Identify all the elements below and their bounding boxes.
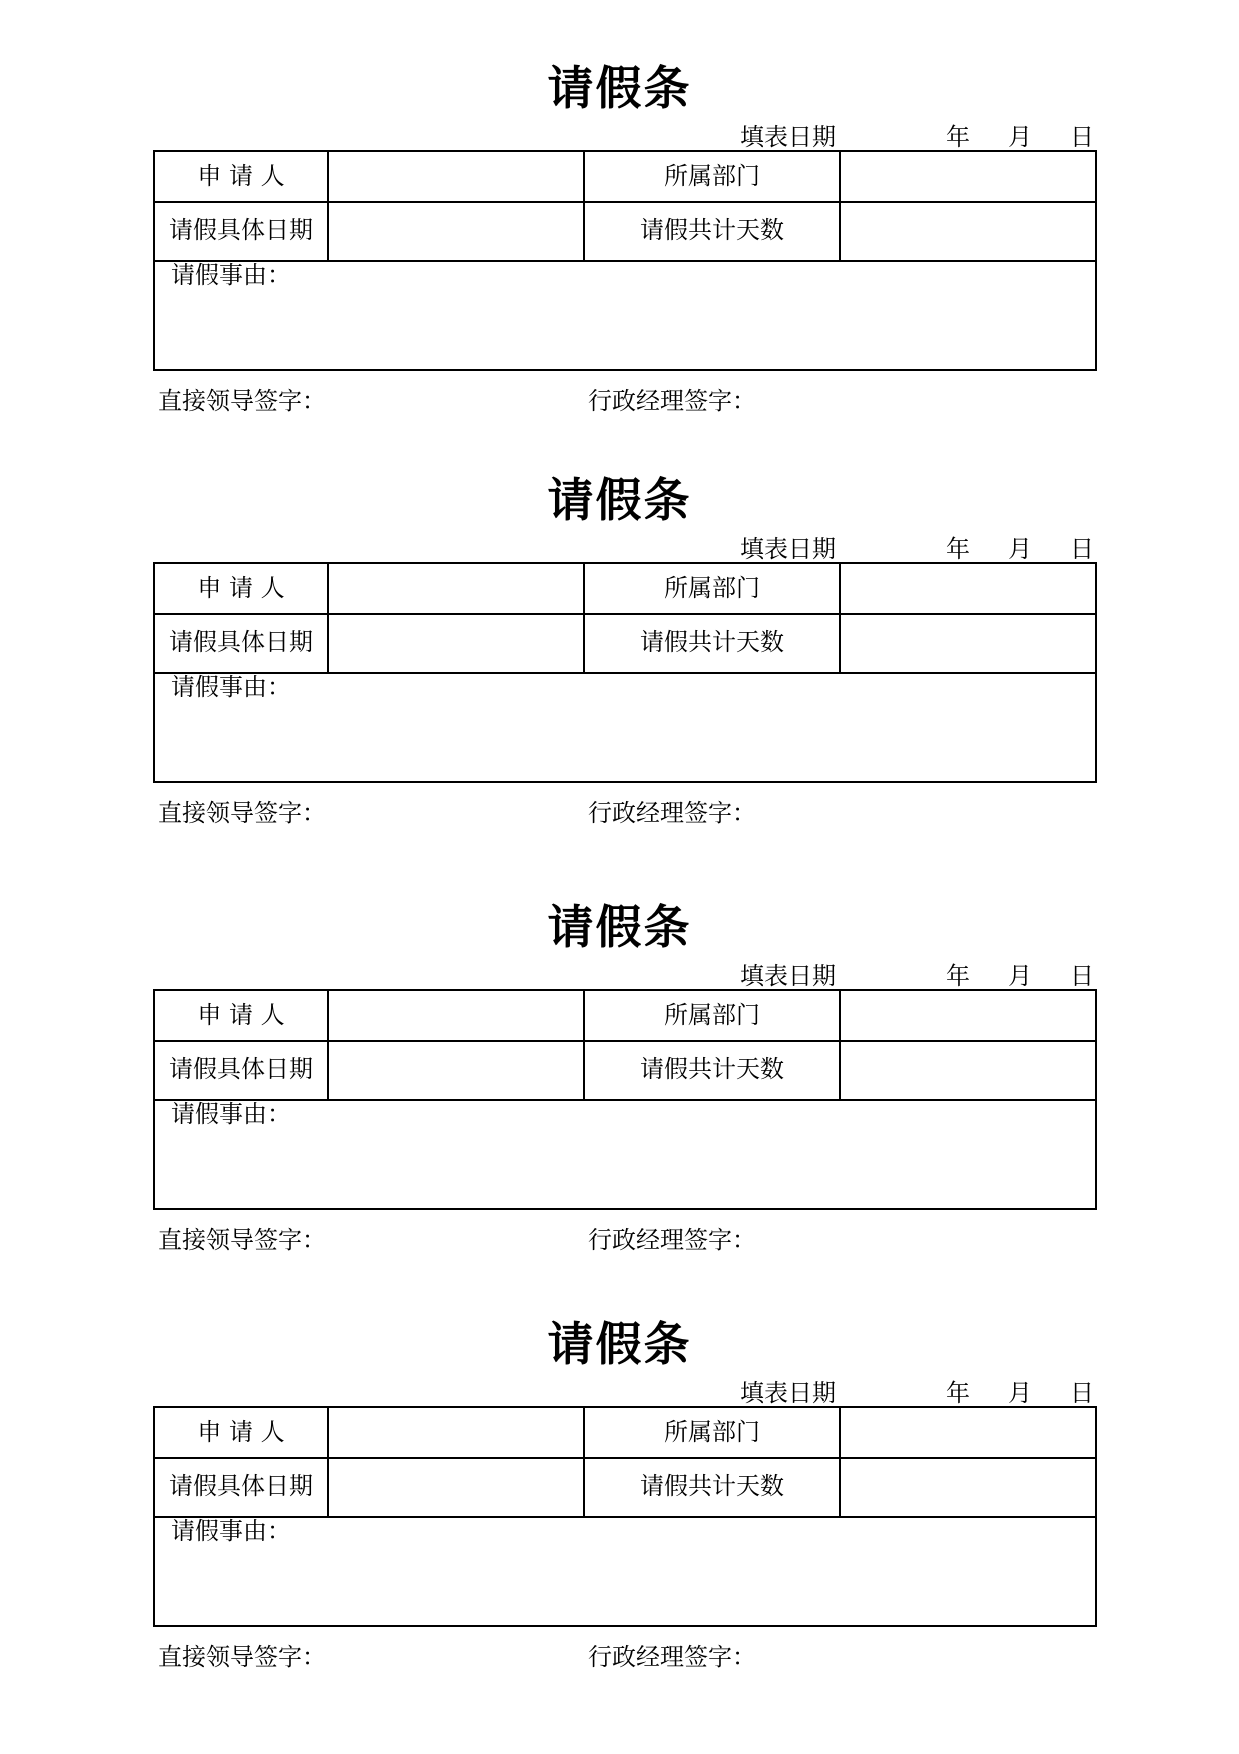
fill-date-day: 日 bbox=[1070, 123, 1094, 151]
department-label: 所属部门 bbox=[664, 1418, 760, 1446]
leader-signature-label: 直接领导签字： bbox=[158, 1643, 326, 1671]
leave-table bbox=[153, 150, 1097, 371]
total-days-field[interactable] bbox=[841, 1459, 1095, 1516]
reason-field[interactable] bbox=[155, 1101, 1095, 1208]
form-title: 请假条 bbox=[547, 61, 692, 115]
admin-signature-label: 行政经理签字： bbox=[588, 799, 756, 827]
total-days-label: 请假共计天数 bbox=[640, 628, 784, 656]
fill-date-year: 年 bbox=[946, 962, 970, 990]
total-days-label: 请假共计天数 bbox=[640, 216, 784, 244]
fill-date-month: 月 bbox=[1008, 962, 1032, 990]
department-field[interactable] bbox=[841, 564, 1095, 613]
leave-form-3 bbox=[0, 839, 1239, 1254]
leave-dates-field[interactable] bbox=[329, 203, 583, 260]
applicant-field[interactable] bbox=[329, 991, 583, 1040]
leave-dates-label: 请假具体日期 bbox=[169, 1055, 313, 1083]
admin-signature-label: 行政经理签字： bbox=[588, 387, 756, 415]
leader-signature-label: 直接领导签字： bbox=[158, 1226, 326, 1254]
total-days-field[interactable] bbox=[841, 615, 1095, 672]
fill-date-year: 年 bbox=[946, 535, 970, 563]
fill-date-month: 月 bbox=[1008, 123, 1032, 151]
leave-table bbox=[153, 1406, 1097, 1627]
leader-signature-label: 直接领导签字： bbox=[158, 799, 326, 827]
reason-label: 请假事由： bbox=[171, 673, 291, 701]
leave-dates-field[interactable] bbox=[329, 1042, 583, 1099]
total-days-field[interactable] bbox=[841, 1042, 1095, 1099]
leave-form-4 bbox=[0, 1256, 1239, 1671]
fill-date-month: 月 bbox=[1008, 1379, 1032, 1407]
leave-dates-label: 请假具体日期 bbox=[169, 216, 313, 244]
leave-table bbox=[153, 562, 1097, 783]
admin-signature-label: 行政经理签字： bbox=[588, 1226, 756, 1254]
fill-date-label: 填表日期 bbox=[740, 962, 836, 990]
applicant-label: 申 请 人 bbox=[197, 162, 285, 190]
reason-label: 请假事由： bbox=[171, 1517, 291, 1545]
reason-field[interactable] bbox=[155, 1518, 1095, 1625]
fill-date-label: 填表日期 bbox=[740, 123, 836, 151]
fill-date-day: 日 bbox=[1070, 1379, 1094, 1407]
leave-table bbox=[153, 989, 1097, 1210]
applicant-label: 申 请 人 bbox=[197, 1001, 285, 1029]
department-label: 所属部门 bbox=[664, 1001, 760, 1029]
applicant-label: 申 请 人 bbox=[197, 574, 285, 602]
reason-field[interactable] bbox=[155, 674, 1095, 781]
applicant-field[interactable] bbox=[329, 152, 583, 201]
department-field[interactable] bbox=[841, 152, 1095, 201]
fill-date-day: 日 bbox=[1070, 535, 1094, 563]
total-days-field[interactable] bbox=[841, 203, 1095, 260]
form-title: 请假条 bbox=[547, 1317, 692, 1371]
applicant-label: 申 请 人 bbox=[197, 1418, 285, 1446]
total-days-label: 请假共计天数 bbox=[640, 1055, 784, 1083]
form-title: 请假条 bbox=[547, 900, 692, 954]
leader-signature-label: 直接领导签字： bbox=[158, 387, 326, 415]
leave-dates-label: 请假具体日期 bbox=[169, 1472, 313, 1500]
fill-date-month: 月 bbox=[1008, 535, 1032, 563]
leave-form-1 bbox=[0, 0, 1239, 415]
reason-field[interactable] bbox=[155, 262, 1095, 369]
applicant-field[interactable] bbox=[329, 564, 583, 613]
leave-dates-field[interactable] bbox=[329, 615, 583, 672]
leave-dates-label: 请假具体日期 bbox=[169, 628, 313, 656]
department-field[interactable] bbox=[841, 1408, 1095, 1457]
leave-dates-field[interactable] bbox=[329, 1459, 583, 1516]
fill-date-year: 年 bbox=[946, 123, 970, 151]
reason-label: 请假事由： bbox=[171, 261, 291, 289]
total-days-label: 请假共计天数 bbox=[640, 1472, 784, 1500]
applicant-field[interactable] bbox=[329, 1408, 583, 1457]
form-title: 请假条 bbox=[547, 473, 692, 527]
department-label: 所属部门 bbox=[664, 574, 760, 602]
reason-label: 请假事由： bbox=[171, 1100, 291, 1128]
fill-date-day: 日 bbox=[1070, 962, 1094, 990]
fill-date-label: 填表日期 bbox=[740, 1379, 836, 1407]
admin-signature-label: 行政经理签字： bbox=[588, 1643, 756, 1671]
leave-form-2 bbox=[0, 412, 1239, 827]
fill-date-year: 年 bbox=[946, 1379, 970, 1407]
department-label: 所属部门 bbox=[664, 162, 760, 190]
fill-date-label: 填表日期 bbox=[740, 535, 836, 563]
department-field[interactable] bbox=[841, 991, 1095, 1040]
